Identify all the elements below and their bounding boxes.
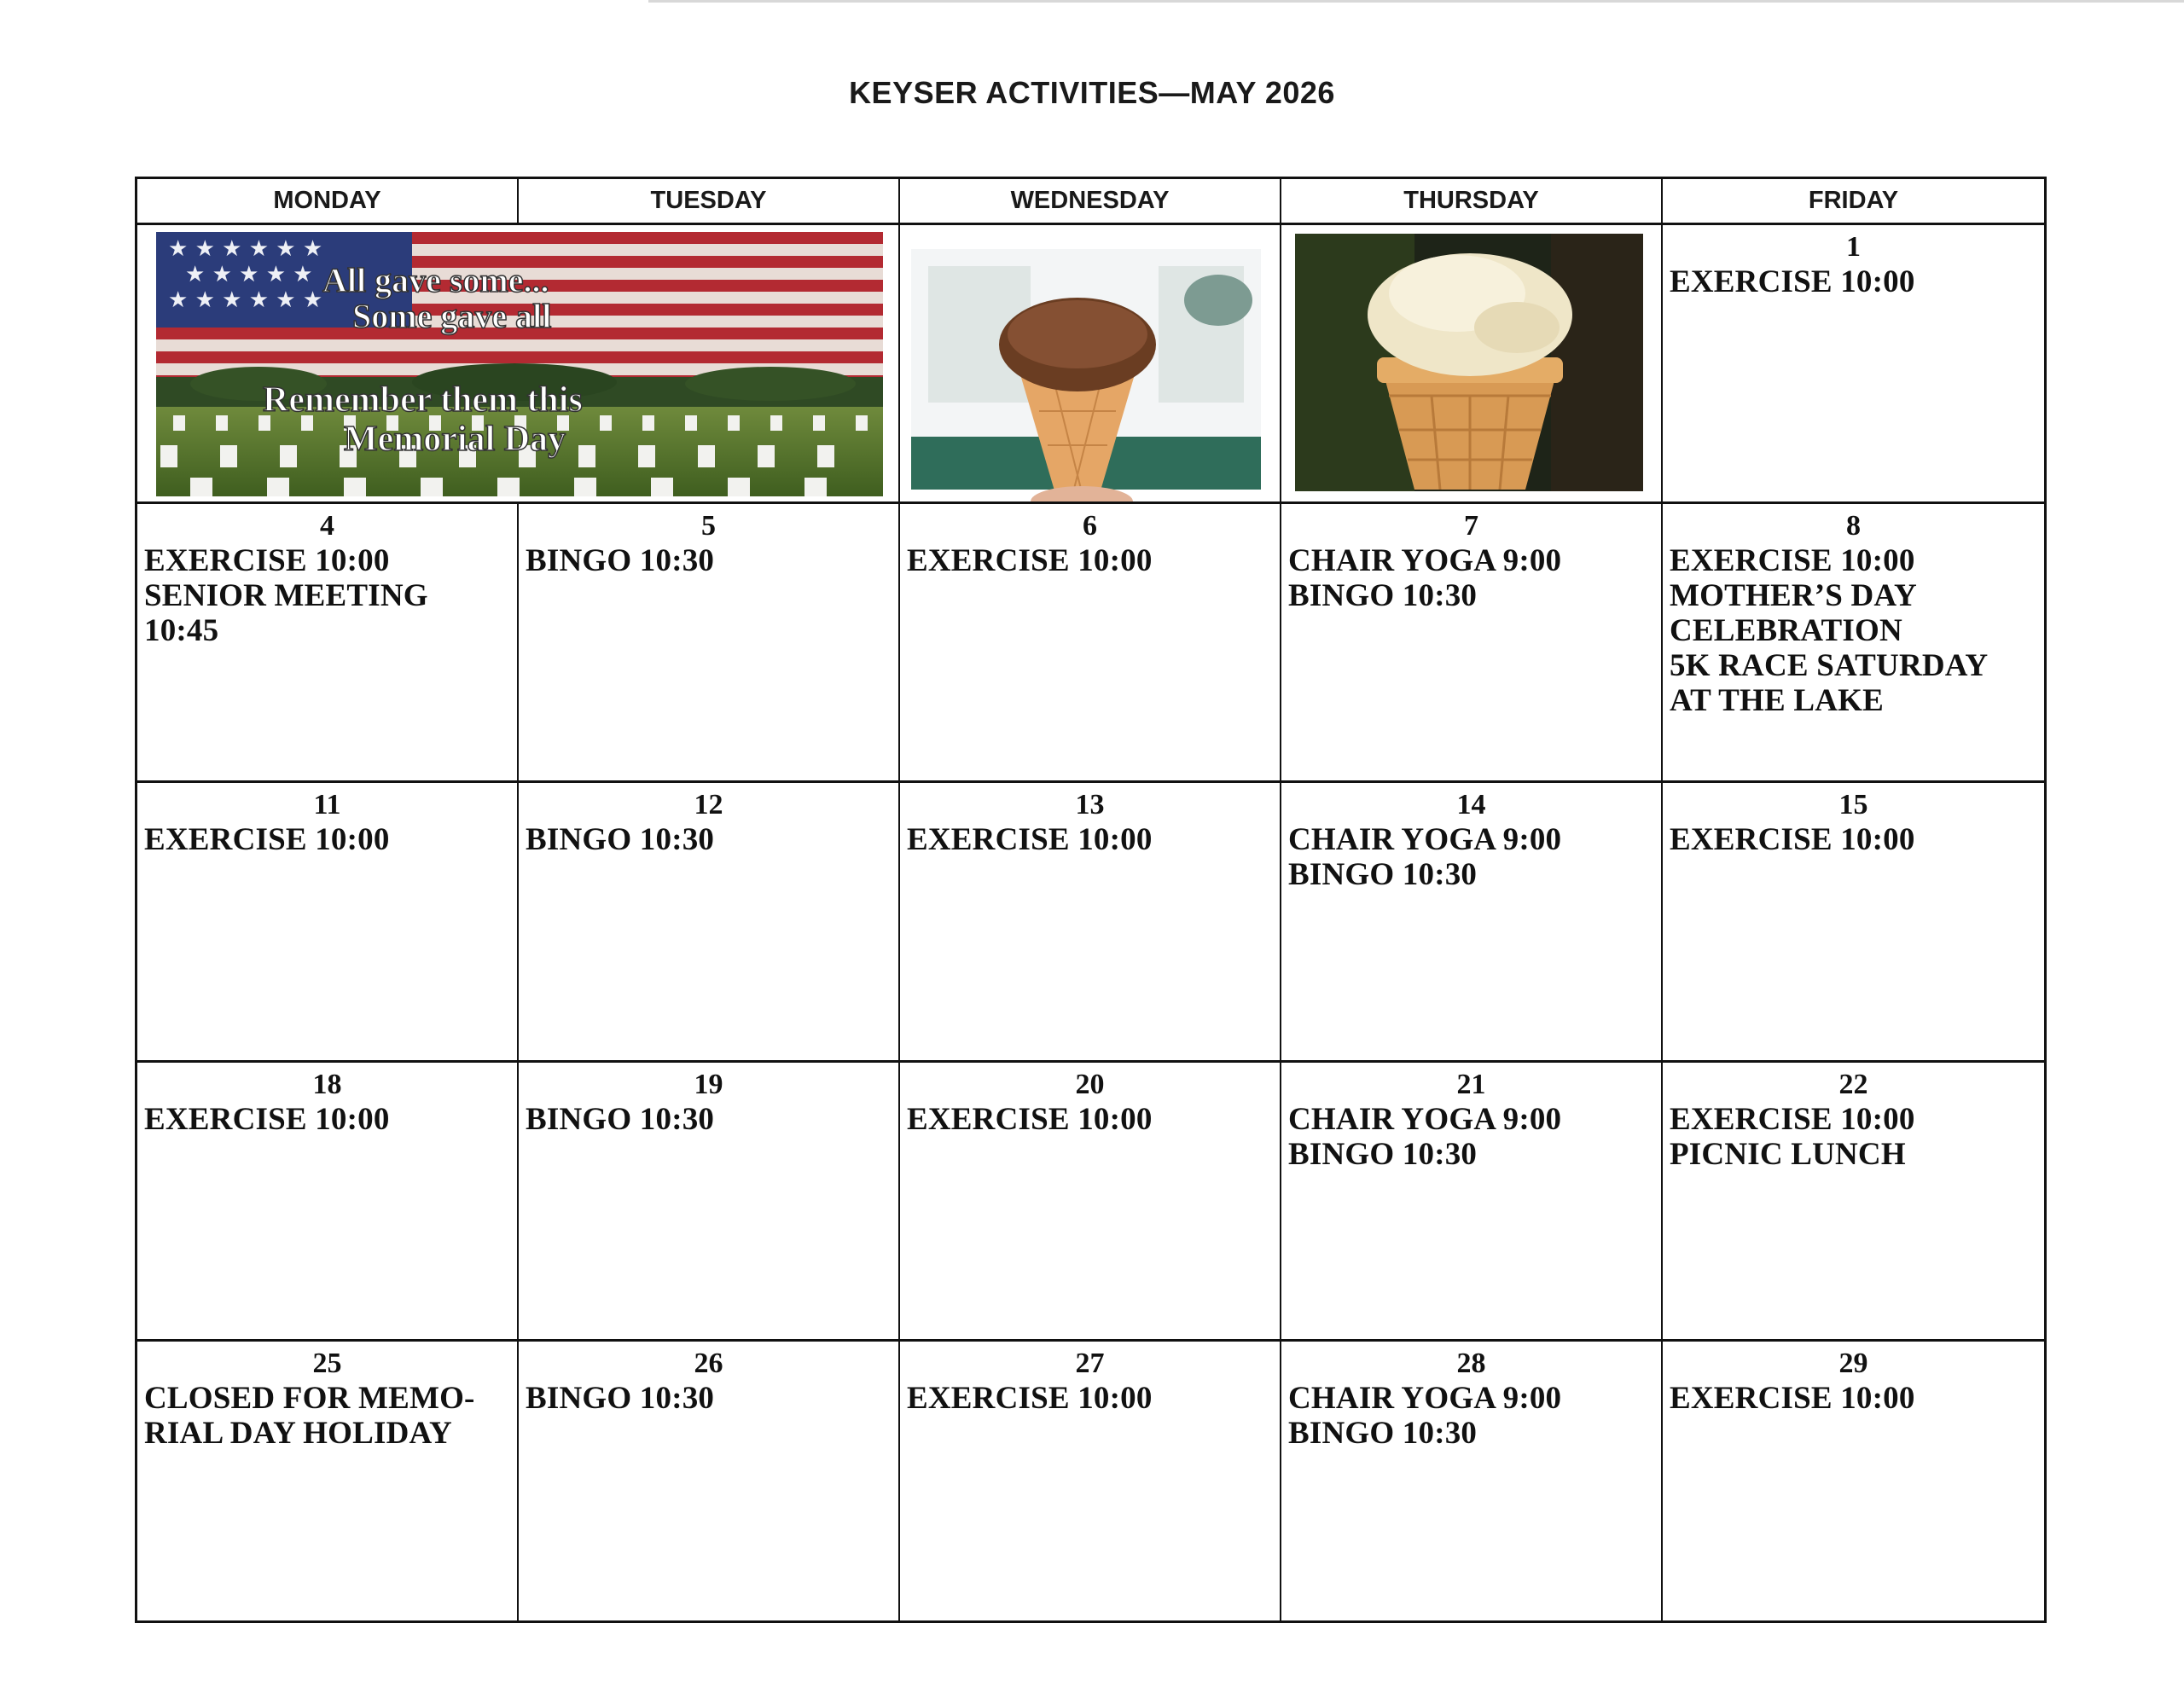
- day-number: 6: [1083, 510, 1097, 542]
- event-item: CELEBRATION: [1670, 613, 1902, 649]
- day-cell: [519, 783, 900, 1062]
- day-cell: [1281, 1342, 1663, 1620]
- event-item: EXERCISE 10:00: [907, 543, 1153, 579]
- day-number: 1: [1846, 231, 1861, 263]
- event-item: BINGO 10:30: [526, 1380, 715, 1416]
- weekday-header-friday: FRIDAY: [1663, 179, 2044, 225]
- chocolate-sprinkle-ice-cream-cone-image: [900, 225, 1281, 503]
- event-item: CHAIR YOGA 9:00: [1288, 543, 1562, 579]
- day-number: 29: [1838, 1347, 1868, 1379]
- day-number: 14: [1456, 789, 1486, 821]
- day-number: 18: [312, 1068, 342, 1100]
- weekday-header-tuesday: TUESDAY: [519, 179, 900, 225]
- day-number: 7: [1464, 510, 1478, 542]
- event-item: BINGO 10:30: [526, 543, 715, 579]
- day-number: 8: [1846, 510, 1861, 542]
- day-cell: [519, 504, 900, 783]
- day-cell: [900, 783, 1281, 1062]
- event-item: BINGO 10:30: [1288, 578, 1478, 614]
- event-item: BINGO 10:30: [1288, 1415, 1478, 1451]
- event-item: PICNIC LUNCH: [1670, 1136, 1906, 1172]
- event-item: EXERCISE 10:00: [144, 822, 390, 858]
- event-item: CHAIR YOGA 9:00: [1288, 1101, 1562, 1137]
- day-cell: [1663, 1063, 2044, 1342]
- memorial-day-image-cell: [137, 225, 900, 504]
- top-rule: [648, 0, 2184, 3]
- event-item: BINGO 10:30: [1288, 857, 1478, 893]
- event-item: EXERCISE 10:00: [907, 1101, 1153, 1137]
- day-cell: [900, 1063, 1281, 1342]
- event-item: EXERCISE 10:00: [1670, 543, 1915, 579]
- day-number: 15: [1838, 789, 1868, 821]
- day-number: 13: [1075, 789, 1105, 821]
- day-cell: [137, 1063, 519, 1342]
- weekday-header-monday: MONDAY: [137, 179, 519, 225]
- day-cell: [137, 783, 519, 1062]
- event-item: EXERCISE 10:00: [1670, 264, 1915, 299]
- memorial-line-1: All gave some...: [322, 261, 549, 299]
- event-item: CHAIR YOGA 9:00: [1288, 1380, 1562, 1416]
- day-number: 21: [1456, 1068, 1486, 1100]
- calendar-grid: [135, 177, 2047, 1623]
- chocolate-cone-image-cell: [900, 225, 1281, 504]
- event-item: EXERCISE 10:00: [1670, 822, 1915, 858]
- event-item: BINGO 10:30: [526, 1101, 715, 1137]
- day-number: 20: [1075, 1068, 1105, 1100]
- day-number: 28: [1456, 1347, 1486, 1379]
- day-cell: [137, 504, 519, 783]
- memorial-line-3: Remember them this: [263, 380, 583, 420]
- vanilla-cone-image-cell: [1281, 225, 1663, 504]
- day-number: 11: [313, 789, 341, 821]
- event-item: EXERCISE 10:00: [907, 1380, 1153, 1416]
- weekday-header-thursday: THURSDAY: [1281, 179, 1663, 225]
- svg-text:★ ★ ★ ★ ★ ★: ★ ★ ★ ★ ★ ★: [168, 287, 323, 313]
- weekday-header-wednesday: WEDNESDAY: [900, 179, 1281, 225]
- event-item: EXERCISE 10:00: [144, 1101, 390, 1137]
- day-cell: [1663, 1342, 2044, 1620]
- day-cell: [900, 504, 1281, 783]
- event-item: AT THE LAKE: [1670, 683, 1885, 719]
- event-item: RIAL DAY HOLIDAY: [144, 1415, 452, 1451]
- day-number: 12: [694, 789, 723, 821]
- day-number: 25: [312, 1347, 342, 1379]
- day-cell: [1281, 504, 1663, 783]
- event-item: MOTHER’S DAY: [1670, 578, 1917, 614]
- event-item: 5K RACE SATURDAY: [1670, 648, 1989, 684]
- day-cell: [137, 1342, 519, 1620]
- day-cell: [1663, 225, 2044, 504]
- event-item: CLOSED FOR MEMO-: [144, 1380, 475, 1416]
- event-item: BINGO 10:30: [526, 822, 715, 858]
- day-cell: [1663, 504, 2044, 783]
- day-number: 22: [1838, 1068, 1868, 1100]
- memorial-line-4: Memorial Day: [344, 420, 566, 459]
- day-cell: [519, 1342, 900, 1620]
- memorial-day-flag-cemetery-image: [137, 225, 900, 503]
- svg-text:★ ★ ★ ★ ★ ★: ★ ★ ★ ★ ★ ★: [168, 236, 323, 262]
- day-cell: [1281, 783, 1663, 1062]
- event-item: CHAIR YOGA 9:00: [1288, 822, 1562, 858]
- svg-text:★ ★ ★ ★ ★: ★ ★ ★ ★ ★: [185, 262, 313, 287]
- event-item: SENIOR MEETING: [144, 578, 428, 614]
- event-item: 10:45: [144, 613, 219, 649]
- day-cell: [900, 1342, 1281, 1620]
- page-title: KEYSER ACTIVITIES—MAY 2026: [849, 75, 1335, 110]
- event-item: BINGO 10:30: [1288, 1136, 1478, 1172]
- day-number: 27: [1075, 1347, 1105, 1379]
- day-cell: [1663, 783, 2044, 1062]
- day-number: 4: [320, 510, 334, 542]
- vanilla-ice-cream-cone-image: [1281, 225, 1662, 503]
- event-item: EXERCISE 10:00: [1670, 1380, 1915, 1416]
- event-item: EXERCISE 10:00: [1670, 1101, 1915, 1137]
- memorial-line-2: Some gave all: [352, 297, 552, 335]
- day-number: 26: [694, 1347, 723, 1379]
- day-number: 5: [701, 510, 716, 542]
- day-cell: [519, 1063, 900, 1342]
- day-number: 19: [694, 1068, 723, 1100]
- event-item: EXERCISE 10:00: [144, 543, 390, 579]
- day-cell: [1281, 1063, 1663, 1342]
- event-item: EXERCISE 10:00: [907, 822, 1153, 858]
